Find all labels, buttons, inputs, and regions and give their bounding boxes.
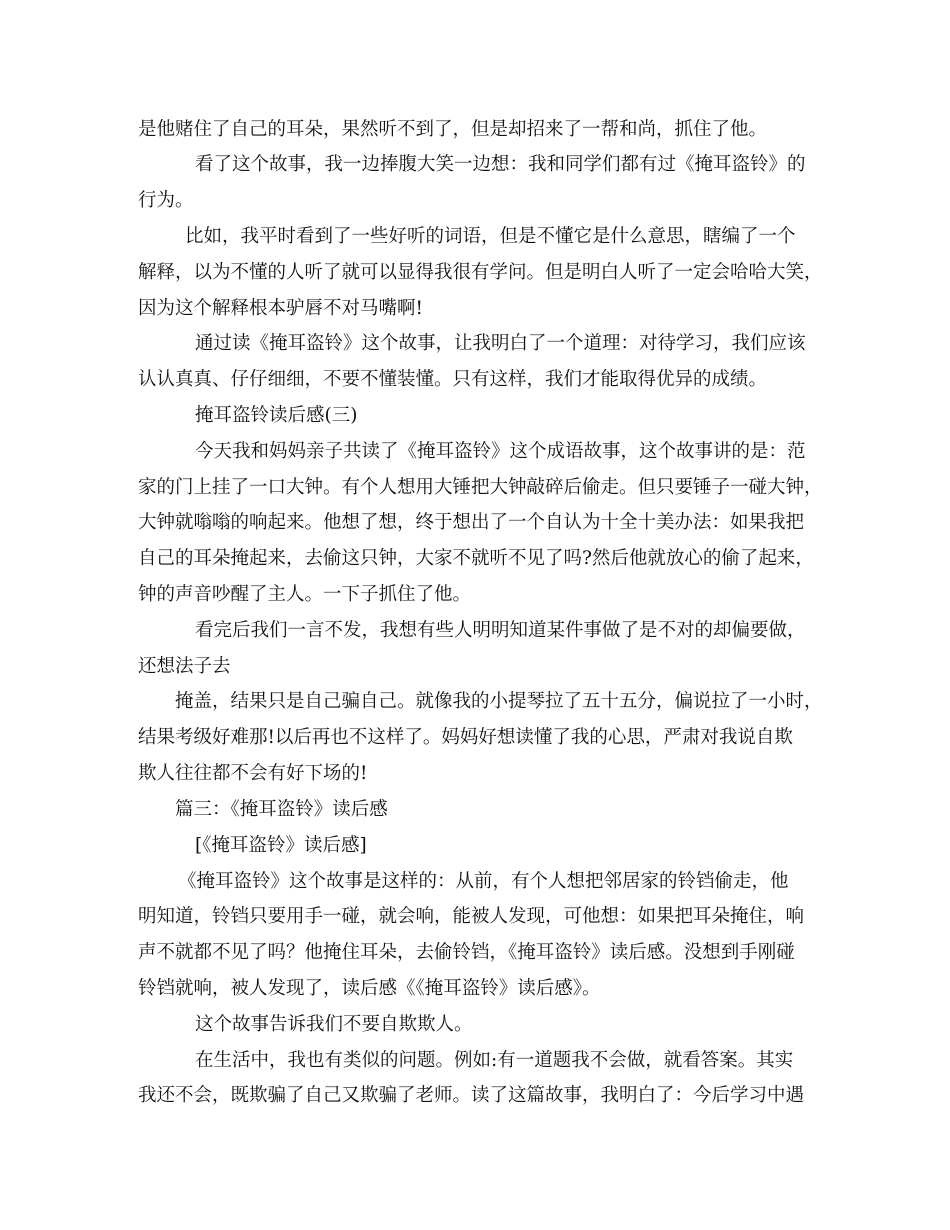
text-line: 行为。 xyxy=(138,190,194,211)
section-subheading: [《掩耳盗铃》读后感] xyxy=(195,835,367,856)
text-line: 结果考级好难那!以后再也不这样了。妈妈好想读懂了我的心思，严肃对我说自欺 xyxy=(138,727,793,748)
text-line: 明知道，铃铛只要用手一碰，就会响，能被人发现，可他想：如果把耳朵掩住，响 xyxy=(138,906,805,927)
text-line: 欺人往往都不会有好下场的! xyxy=(138,763,368,784)
section-heading: 篇三：《掩耳盗铃》读后感 xyxy=(175,799,388,820)
text-line: 掩盖，结果只是自己骗自己。就像我的小提琴拉了五十五分，偏说拉了一小时， xyxy=(175,691,823,712)
text-line: 家的门上挂了一口大钟。有个人想用大锤把大钟敲碎后偷走。但只要锤子一碰大钟， xyxy=(138,477,823,498)
text-line: 大钟就嗡嗡的响起来。他想了想，终于想出了一个自认为十全十美办法：如果我把 xyxy=(138,512,805,533)
text-line: 认认真真、仔仔细细，不要不懂装懂。只有这样，我们才能取得优异的成绩。 xyxy=(138,369,768,390)
text-line: 因为这个解释根本驴唇不对马嘴啊! xyxy=(138,298,423,319)
text-line: 这个故事告诉我们不要自欺欺人。 xyxy=(195,1014,473,1035)
text-line: 《掩耳盗铃》这个故事是这样的：从前，有个人想把邻居家的铃铛偷走，他 xyxy=(178,871,789,892)
text-line: 铃铛就响，被人发现了，读后感《《掩耳盗铃》读后感》。 xyxy=(138,978,601,999)
text-line: 看了这个故事，我一边捧腹大笑一边想：我和同学们都有过《掩耳盗铃》的 xyxy=(195,154,806,175)
text-line: 比如，我平时看到了一些好听的词语，但是不懂它是什么意思，瞎编了一个 xyxy=(185,226,796,247)
text-line: 声不就都不见了吗？他掩住耳朵，去偷铃铛，《掩耳盗铃》读后感。没想到手刚碰 xyxy=(138,942,795,963)
text-line: 通过读《掩耳盗铃》这个故事，让我明白了一个道理：对待学习，我们应该 xyxy=(195,333,806,354)
text-line: 钟的声音吵醒了主人。一下子抓住了他。 xyxy=(138,584,472,605)
section-heading: 掩耳盗铃读后感(三) xyxy=(195,405,358,426)
text-line: 今天我和妈妈亲子共读了《掩耳盗铃》这个成语故事，这个故事讲的是：范 xyxy=(195,441,806,462)
text-line: 自己的耳朵掩起来，去偷这只钟，大家不就听不见了吗?然后他就放心的偷了起来， xyxy=(138,548,814,569)
text-line: 解释，以为不懂的人听了就可以显得我很有学问。但是明白人听了一定会哈哈大笑， xyxy=(138,262,823,283)
text-line: 看完后我们一言不发，我想有些人明明知道某件事做了是不对的却偏要做， xyxy=(195,620,806,641)
text-line: 还想法子去 xyxy=(138,656,231,677)
text-line: 在生活中，我也有类似的问题。例如:有一道题我不会做，就看答案。其实 xyxy=(195,1050,794,1071)
text-line: 是他赌住了自己的耳朵，果然听不到了，但是却招来了一帮和尚，抓住了他。 xyxy=(138,119,768,140)
text-line: 我还不会，既欺骗了自己又欺骗了老师。读了这篇故事，我明白了：今后学习中遇 xyxy=(138,1085,805,1106)
